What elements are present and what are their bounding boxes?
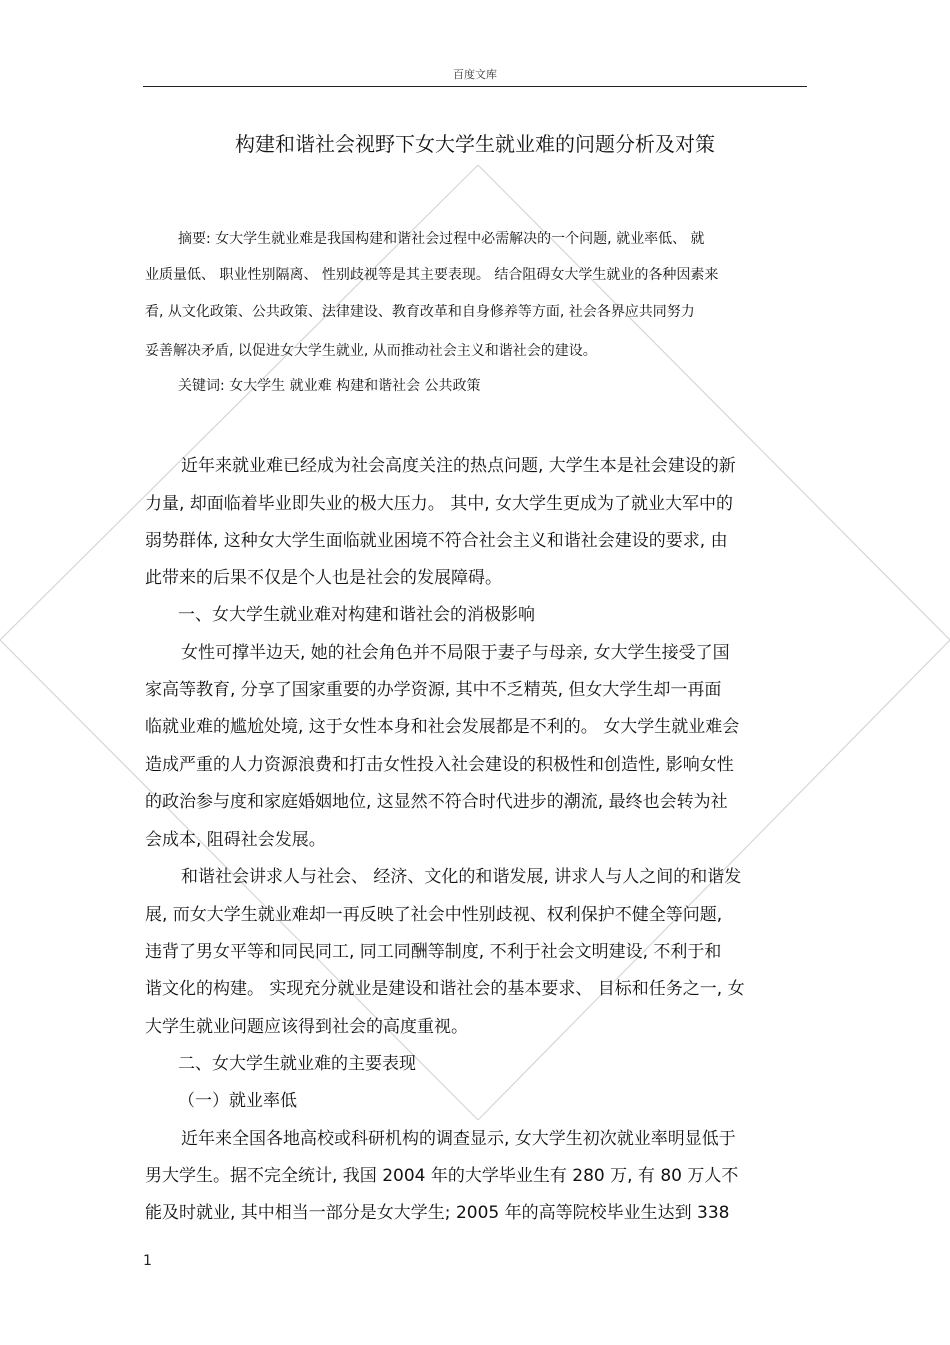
section-heading: 一、女大学生就业难对构建和谐社会的消极影响 bbox=[178, 605, 535, 625]
body-line: 近年来全国各地高校或科研机构的调查显示, 女大学生初次就业率明显低于 bbox=[181, 1129, 736, 1149]
body-line: 的政治参与度和家庭婚姻地位, 这显然不符合时代进步的潮流, 最终也会转为社 bbox=[145, 792, 728, 812]
abstract-line: 看, 从文化政策、公共政策、法律建设、教育改革和自身修养等方面, 社会各界应共同努力 bbox=[145, 304, 695, 320]
subsection-heading: （一）就业率低 bbox=[178, 1091, 297, 1111]
header-site-name: 百度文库 bbox=[453, 68, 497, 81]
document-title: 构建和谐社会视野下女大学生就业难的问题分析及对策 bbox=[235, 132, 715, 156]
body-line: 此带来的后果不仅是个人也是社会的发展障碍。 bbox=[145, 568, 502, 588]
section-heading: 二、女大学生就业难的主要表现 bbox=[178, 1054, 416, 1074]
body-line: 弱势群体, 这种女大学生面临就业困境不符合社会主义和谐社会建设的要求, 由 bbox=[145, 531, 728, 551]
body-line: 近年来就业难已经成为社会高度关注的热点问题, 大学生本是社会建设的新 bbox=[181, 456, 736, 476]
body-line: 违背了男女平等和同民同工, 同工同酬等制度, 不利于社会文明建设, 不利于和 bbox=[145, 942, 722, 962]
body-line: 和谐社会讲求人与社会、 经济、文化的和谐发展, 讲求人与人之间的和谐发 bbox=[181, 867, 742, 887]
abstract-line: 摘要: 女大学生就业难是我国构建和谐社会过程中必需解决的一个问题, 就业率低、 就 bbox=[178, 231, 705, 247]
keywords-line: 关键词: 女大学生 就业难 构建和谐社会 公共政策 bbox=[178, 378, 481, 394]
body-line: 女性可撑半边天, 她的社会角色并不局限于妻子与母亲, 女大学生接受了国 bbox=[181, 643, 730, 663]
body-line: 家高等教育, 分享了国家重要的办学资源, 其中不乏精英, 但女大学生却一再面 bbox=[145, 680, 722, 700]
body-line: 谐文化的构建。 实现充分就业是建设和谐社会的基本要求、 目标和任务之一, 女 bbox=[145, 979, 745, 999]
header-rule bbox=[143, 86, 807, 87]
body-line: 会成本, 阻碍社会发展。 bbox=[145, 830, 326, 850]
page-number: 1 bbox=[143, 1253, 152, 1269]
body-line: 造成严重的人力资源浪费和打击女性投入社会建设的积极性和创造性, 影响女性 bbox=[145, 755, 734, 775]
body-line: 大学生就业问题应该得到社会的高度重视。 bbox=[145, 1017, 468, 1037]
body-line: 展, 而女大学生就业难却一再反映了社会中性别歧视、权利保护不健全等问题, bbox=[145, 905, 723, 925]
body-line: 力量, 却面临着毕业即失业的极大压力。 其中, 女大学生更成为了就业大军中的 bbox=[145, 494, 734, 514]
abstract-line: 妥善解决矛盾, 以促进女大学生就业, 从而推动社会主义和谐社会的建设。 bbox=[145, 343, 597, 359]
body-line: 男大学生。据不完全统计, 我国 2004 年的大学毕业生有 280 万, 有 80 万人不 bbox=[145, 1166, 739, 1186]
body-line: 能及时就业, 其中相当一部分是女大学生; 2005 年的高等院校毕业生达到 338 bbox=[145, 1203, 730, 1223]
body-line: 临就业难的尴尬处境, 这于女性本身和社会发展都是不利的。 女大学生就业难会 bbox=[145, 717, 740, 737]
abstract-line: 业质量低、 职业性别隔离、 性别歧视等是其主要表现。 结合阻碍女大学生就业的各种因素来 bbox=[145, 267, 719, 283]
